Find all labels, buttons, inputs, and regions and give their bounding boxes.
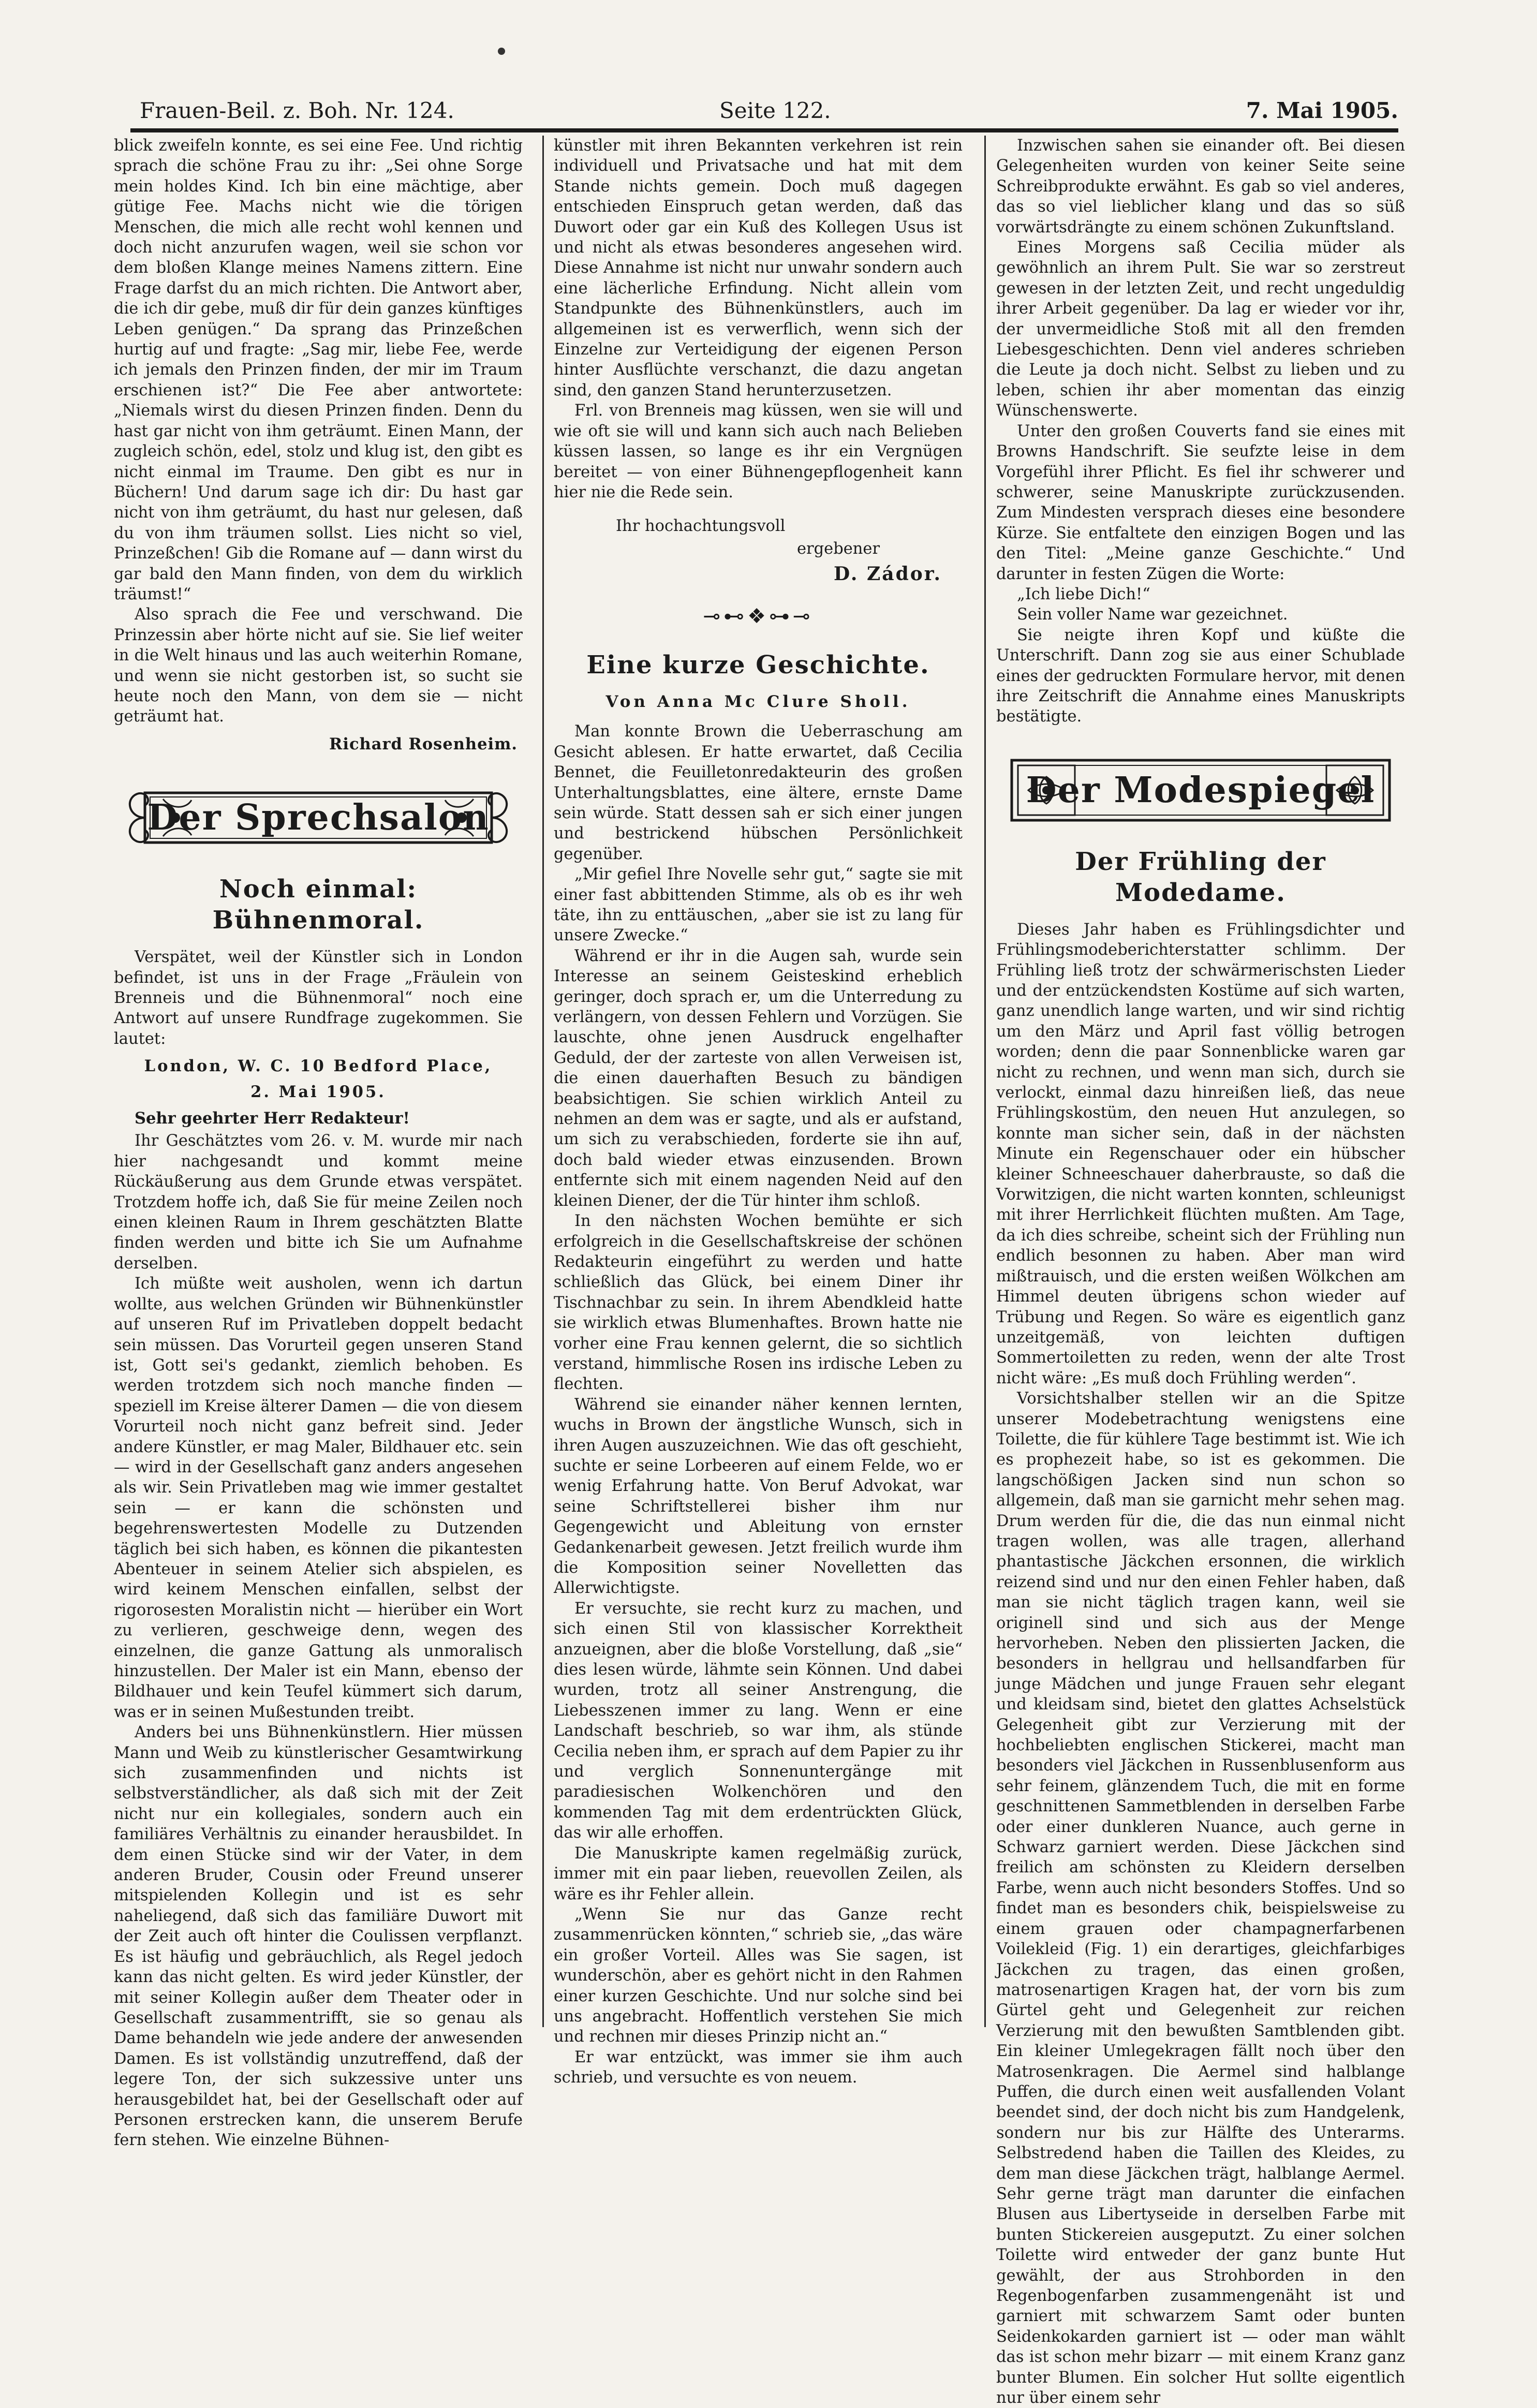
paragraph: Ihr Geschätztes vom 26. v. M. wurde mir nach hier nachgesandt und kommt meine Rückäußerung aus dem Grunde etwas verspätet. Trotzdem hoffe ich, daß Sie für meine Zeilen noch einen kleinen Raum in Ihrem geschätzten Blatte finden werden und bitte ich Sie um Aufnahme derselben. [114,1132,523,1273]
paragraph: Er war entzückt, was immer sie ihm auch schrieb, und versuchte es von neuem. [554,2048,963,2087]
paragraph: Unter den großen Couverts fand sie eines mit Browns Handschrift. Sie seufzte leise in dem Vorgefühl ihrer Pflicht. Es fiel ihr schwerer und schwerer, seine Manuskripte zurückzusenden. Zum Mindesten versprach dieses eine besondere Kürze. Sie entfaltete den einzigen Bogen und las den Titel: „Meine ganze Geschichte.“ Und darunter in festen Zügen die Worte: [996,422,1405,583]
paragraph: Man konnte Brown die Ueberraschung am Gesicht ablesen. Er hatte erwartet, daß Cecilia Bennet, die Feuilletonredakteurin des großen Unterhaltungsblattes, eine ältere, ernste Dame sein würde. Statt dessen sah er sich einer jungen und bestrickend hübschen Persönlichkeit gegenüber. [554,722,963,863]
paragraph: Er versuchte, sie recht kurz zu machen, und sich einen Stil von klassischer Korrektheit anzueignen, aber die bloße Vorstellung, daß „sie“ dies lesen würde, lähmte sein Können. Und dabei wurden, trotz all seiner Anstrengung, die Liebesszenen immer zu lang. Wenn er eine Landschaft beschrieb, so war ihm, als stünde Cecilia neben ihm, er sprach auf dem Papier zu ihr und verglich Sonnenuntergänge mit paradiesischen Wolkenchören und den kommenden Tag mit dem erdentrückten Glück, das wir alle erhoffen. [554,1599,963,1842]
story-title: Eine kurze Geschichte. [586,650,930,679]
paragraph: blick zweifeln konnte, es sei eine Fee. Und richtig sprach die schöne Frau zu ihr: „Sei ohne Sorge mein holdes Kind. Ich bin eine mächtige, aber gütige Fee. Machs nicht wie die törigen Menschen, die mich alle recht wohl kennen und doch nicht anzurufen wagen, weil sie schon vor dem bloßen Klange meines Namens zittern. Eine Frage darfst du an mich richten. Die Antwort aber, die ich dir gebe, muß dir für dein ganzes künftiges Leben genügen.“ Da sprang das Prinzeßchen hurtig auf und fragte: „Sag mir, liebe Fee, werde ich jemals den Prinzen finden, der mir im Traum erschienen ist?“ Die Fee aber antwortete: „Niemals wirst du diesen Prinzen finden. Denn du hast gar nicht von ihm geträumt. Einen Mann, der zugleich schön, edel, stolz und klug ist, den gibt es nicht einmal im Traume. Den gibt es nur in Büchern! Und darum sage ich dir: Du hast gar nicht von ihm geträumt, du hast nur gelesen, daß du von ihm träumen sollst. Lies nicht so viel, Prinzeßchen! Gib die Romane auf — dann wirst du gar bald den Mann finden, von dem du wirklich träumst!“ [114,137,523,603]
paragraph: „Wenn Sie nur das Ganze recht zusammenrücken könnten,“ schrieb sie, „das wäre ein großer Vorteil. Alles was Sie sagen, ist wunderschön, aber es gehört nicht in den Rahmen einer kurzen Geschichte. Und nur solche sind bei uns angebracht. Hoffentlich verstehen Sie mich und rechnen mir dieses Prinzip nicht an.“ [554,1905,963,2046]
section-banner [996,751,1405,829]
paragraph: In den nächsten Wochen bemühte er sich erfolgreich in die Gesellschaftskreise der schönen Redakteurin eingeführt zu werden und hatte schließlich das Glück, bei einem Diner ihr Tischnachbar zu sein. In ihrem Abendkleid hatte sie wirklich etwas Blumenhaftes. Brown hatte nie vorher eine Frau kennen gelernt, die so sichtlich verstand, himmlische Rosen ins irdische Leben zu flechten. [554,1212,963,1394]
paragraph: „Ich liebe Dich!“ [1017,585,1150,603]
header-rule [130,128,1398,132]
letter-date: 2. Mai 1905. [250,1082,386,1101]
letter-signature: D. Zádor. [834,563,942,585]
paragraph: Frl. von Brenneis mag küssen, wen sie will und wie oft sie will und kann sich auch nach Belieben küssen lassen, so lange es ihr ein Vergnügen bereitet — von einer Bühnengepflogenheit kann hier nie die Rede sein. [554,402,963,501]
section-banner [114,778,523,856]
paragraph: Anders bei uns Bühnenkünstlern. Hier müssen Mann und Weib zu künstlerischer Gesamtwirkung sich zusammenfinden und nichts ist selbstverständlicher, als daß sich mit der Zeit nicht nur ein kollegiales, sondern auch ein familiäres Verhältnis zu einander herausbildet. In dem einen Stücke sind wir der Vater, in dem anderen Bruder, Cousin oder Freund unserer mitspielenden Kollegin und ist es sehr naheliegend, daß sich das familiäre Duwort mit der Zeit auch oft hinter die Coulissen verpflanzt. Es ist häufig und gebräuchlich, als Regel jedoch kann das nicht gelten. Es wird jeder Künstler, der mit seiner Kollegin außer dem Theater oder in Gesellschaft zusammentrifft, sie so genau als Dame behandeln wie jede andere der anwesenden Damen. Es ist vollständig unzutreffend, daß der legere Ton, der sich sukzessive unter uns herausgebildet hat, bei der Gesellschaft oder auf Personen erstrecken kann, die unserem Berufe fern stehen. Wie einzelne Bühnen- [114,1723,523,2150]
page-header [140,96,1398,125]
paragraph: künstler mit ihren Bekannten verkehren ist rein individuell und Privatsache und hat mit dem Stande nichts gemein. Doch muß dagegen entschieden Einspruch getan werden, daß das Duwort oder gar ein Kuß des Kollegen Usus ist und nicht als etwas besonderes angesehen wird. Diese Annahme ist nicht nur unwahr sondern auch eine lächerliche Erfindung. Nicht allein vom Standpunkte des Bühnenkünstlers, auch im allgemeinen ist es verwerflich, wenn sich der Einzelne zur Verteidigung der eigenen Person hinter Ausflüchte verschanzt, die dazu angetan sind, den ganzen Stand herunterzusetzen. [554,137,963,400]
paragraph: Eines Morgens saß Cecilia müder als gewöhnlich an ihrem Pult. Sie war so zerstreut gewesen in der letzten Zeit, und recht ungeduldig ihrer Arbeit gegenüber. Da lag er wieder vor ihr, der unvermeidliche Stoß mit all den fremden Liebesgeschichten. Denn viel anderes schrieben die Leute ja doch nicht. Selbst zu lieben und zu leben, schien ihr aber momentan das einzig Wünschenswerte. [996,239,1405,420]
section-title: Der Sprechsalon [147,797,490,839]
letter-closing: Ihr hochachtungsvoll [616,517,786,536]
paragraph: Während er ihr in die Augen sah, wurde sein Interesse an seinem Geisteskind erheblich geringer, doch sprach er, um die Unterredung zu verlängern, von dessen Fehlern und Vorzügen. Sie lauschte, ohne jenen Ausdruck engelhafter Geduld, der der zarteste von allen Verweisen ist, die einen dauerhaften Besuch zu bändigen beabsichtigen. Sie schien wirklich Anteil zu nehmen an dem was er sagte, und als er aufstand, um sich zu verabschieden, forderte sie ihn auf, doch bald wieder etwas einzusenden. Brown entfernte sich mit einem nagenden Neid auf den kleinen Diener, der die Tür hinter ihm schloß. [554,947,963,1210]
paragraph: Während sie einander näher kennen lernten, wuchs in Brown der ängstliche Wunsch, sich in ihren Augen auszuzeichnen. Wie das oft geschieht, suchte er seine Lorbeeren auf einem Felde, wo er wenig Erfahrung hatte. Von Beruf Advokat, war seine Schriftstellerei bisher ihm nur Gegengewicht und Ableitung von ernster Gedankenarbeit gewesen. Jetzt freilich wurde ihm die Komposition seiner Novelletten das Allerwichtigste. [554,1395,963,1598]
story-byline: Von Anna Mc Clure Sholl. [605,692,911,711]
paragraph: Sein voller Name war gezeichnet. [1017,605,1288,624]
paragraph: „Mir gefiel Ihre Novelle sehr gut,“ sagte sie mit einer fast abbittenden Stimme, als ob es ihr weh täte, ihn zu enttäuschen, „aber sie ist zu lang für unsere Zwecke.“ [554,865,963,945]
column-3 [996,136,1405,2407]
paragraph: Dieses Jahr haben es Frühlingsdichter und Frühlingsmodeberichterstatter schlimm. Der Frühling ließ trotz der schwärmerischsten Lieder und der entzückendsten Kostüme auf sich warten, ganz unendlich lange warten, und wir sind richtig um den März und April fast völlig betrogen worden; denn die paar Sonnenblicke waren gar nicht zu rechnen, und wenn man sich, durch sie verlockt, einmal dazu hinreißen ließ, das neue Frühlingskostüm, den neuen Hut anzulegen, so konnte man sicher sein, daß in der nächsten Minute ein Regenschauer oder ein hübscher kleiner Schneeschauer daherbrauste, so daß die Vorwitzigen, die nicht warten konnten, schleunigst mit ihrer Herrlichkeit flüchten mußten. Am Tage, da ich dies schreibe, scheint sich der Frühling nun endlich besonnen zu haben. Aber man wird mißtrauisch, und die ersten weißen Wölkchen am Himmel deuten übrigens schon wieder auf Trübung und Regen. So wäre es eigentlich ganz unzeitgemäß, von leichten duftigen Sommertoiletten zu reden, wenn der alte Trost nicht wäre: „Es muß doch Frühling werden“. [996,920,1405,1387]
section-title: Der Modespiegel [1026,769,1376,811]
paragraph: Inzwischen sahen sie einander oft. Bei diesen Gelegenheiten wurden von keiner Seite seine Schreibprodukte erwähnt. Es gab so viel anderes, das so viel lieblicher klang und das so süß vorwärtsdrängte zu einem schönen Zukunftsland. [996,137,1405,237]
paragraph: Sie neigte ihren Kopf und küßte die Unterschrift. Dann zog sie aus einer Schublade eines der gedruckten Formulare hervor, mit denen ihre Zeitschrift die Annahme eines Manuskripts bestätigte. [996,626,1405,726]
column-divider [542,136,544,2027]
page-mark [498,48,505,55]
author-signature: Richard Rosenheim. [329,734,518,754]
paragraph: Also sprach die Fee und verschwand. Die Prinzessin aber hörte nicht auf sie. Sie lief weiter in die Welt hinaus und las auch weiterhin Romane, und wenn sie nicht gestorben ist, so sucht sie heute noch den Mann, von dem sie — nicht geträumt hat. [114,605,523,726]
letter-closing-2: ergebener [797,539,880,558]
divider-ornament: ⊸⊷❖⊶⊸ [703,604,814,628]
article-title: Noch einmal: Bühnenmoral. [212,875,424,935]
paragraph: Vorsichtshalber stellen wir an die Spitze unserer Modebetrachtung wenigstens eine Toilette, die für kühlere Tage bestimmt ist. Wie ich es prophezeit habe, so ist es gekommen. Die langschößigen Jacken sind nun schon so allgemein, daß man sie garnicht mehr sehen mag. Drum werden für die, die das nun einmal nicht tragen wollen, was alle tragen, allerhand phantastische Jäckchen ersonnen, die wirklich reizend sind und nur den einen Fehler haben, daß man sie nicht täglich tragen kann, weil sie originell sind und sich aus der Menge hervorheben. Neben den plissierten Jacken, die besonders in hellgrau und hellsandfarben für junge Mädchen und junge Frauen sehr elegant und kleidsam sind, bietet den glattes Achselstück Gelegenheit gibt zur Verzierung mit der hochbeliebten englischen Stickerei, macht man besonders viel Jäckchen in Russenblusenform aus sehr feinem, glänzendem Tuch, die mit en forme geschnittenen Sammetblenden in derselben Farbe oder einer dunkleren Nuance, auch gerne in Schwarz garniert werden. Diese Jäckchen sind freilich am schönsten zu Kleidern derselben Farbe, wenn auch nicht besonders Stoffes. Und so findet man es besonders chik, beispielsweise zu einem grauen oder champagnerfarbenen Voilekleid (Fig. 1) ein derartiges, gleichfarbiges Jäckchen zu tragen, das einen großen, matrosenartigen Kragen hat, der vorn bis zum Gürtel geht und Gelegenheit zur reichen Verzierung mit den bewußten Samtblenden gibt. Ein kleiner Umlegekragen fällt noch über den Matrosenkragen. Die Aermel sind halblange Puffen, die durch einen weit ausfallenden Volant beendet sind, der doch nicht bis zum Handgelenk, sondern nur bis zur Hälfte des Unterarms. Selbstredend haben die Taillen des Kleides, zu dem man diese Jäckchen trägt, halblange Aermel. Sehr gerne trägt man darunter die einfachen Blusen aus Libertyseide in derselben Farbe mit bunten Stickereien ausgeputzt. Zu einer solchen Toilette wird entweder der ganz bunte Hut gewählt, der aus Strohborden in den Regenbogenfarben zusammengenäht ist und garniert mit schwarzem Samt oder bunten Seidenkokarden garniert ist — oder man wählt das ist schon mehr bizarr — mit einem Kranz ganz bunter Blumen. Ein solcher Hut sollte eigentlich nur über einem sehr [996,1390,1405,2407]
paragraph: Die Manuskripte kamen regelmäßig zurück, immer mit ein paar lieben, reuevollen Zeilen, als wäre es ihr Fehler allein. [554,1844,963,1903]
letter-salutation: Sehr geehrter Herr Redakteur! [135,1109,410,1128]
column-2 [554,136,963,2087]
column-divider [984,136,986,2027]
header-date: 7. Mai 1905. [1246,98,1398,123]
letter-place: London, W. C. 10 Bedford Place, [144,1057,493,1076]
paragraph: Verspätet, weil der Künstler sich in London befindet, ist uns in der Frage „Fräulein von Brenneis und die Bühnenmoral“ noch eine Antwort auf unsere Rundfrage zugekommen. Sie lautet: [114,948,523,1048]
header-page-number: Seite 122. [719,98,831,123]
header-issue: Frauen-Beil. z. Boh. Nr. 124. [140,98,454,123]
paragraph: Ich müßte weit ausholen, wenn ich dartun wollte, aus welchen Gründen wir Bühnenkünstler auf unseren Ruf im Privatleben doppelt bedacht sein müssen. Das Vorurteil gegen unseren Stand ist, Gott sei's gedankt, ziemlich behoben. Es werden trotzdem sich noch manche finden — speziell im Kreise älterer Damen — die von diesem Vorurteil noch nicht ganz befreit sind. Jeder andere Künstler, er mag Maler, Bildhauer etc. sein — wird in der Gesellschaft ganz anders angesehen als wir. Sein Privatleben mag wie immer gestaltet sein — er kann die schönsten und begehrenswertesten Modelle zu Dutzenden täglich bei sich haben, es können die pikantesten Abenteuer in seinem Atelier sich abspielen, es wird keinem Menschen einfallen, selbst der rigorosesten Moralistin nicht — hierüber ein Wort zu verlieren, geschweige denn, wegen des einzelnen, die ganze Gattung als unmoralisch hinzustellen. Der Maler ist ein Mann, ebenso der Bildhauer und kein Teufel kümmert sich darum, was er in seinen Mußestunden treibt. [114,1275,523,1721]
column-1 [114,136,523,2150]
article-title: Der Frühling der Modedame. [1075,847,1326,907]
